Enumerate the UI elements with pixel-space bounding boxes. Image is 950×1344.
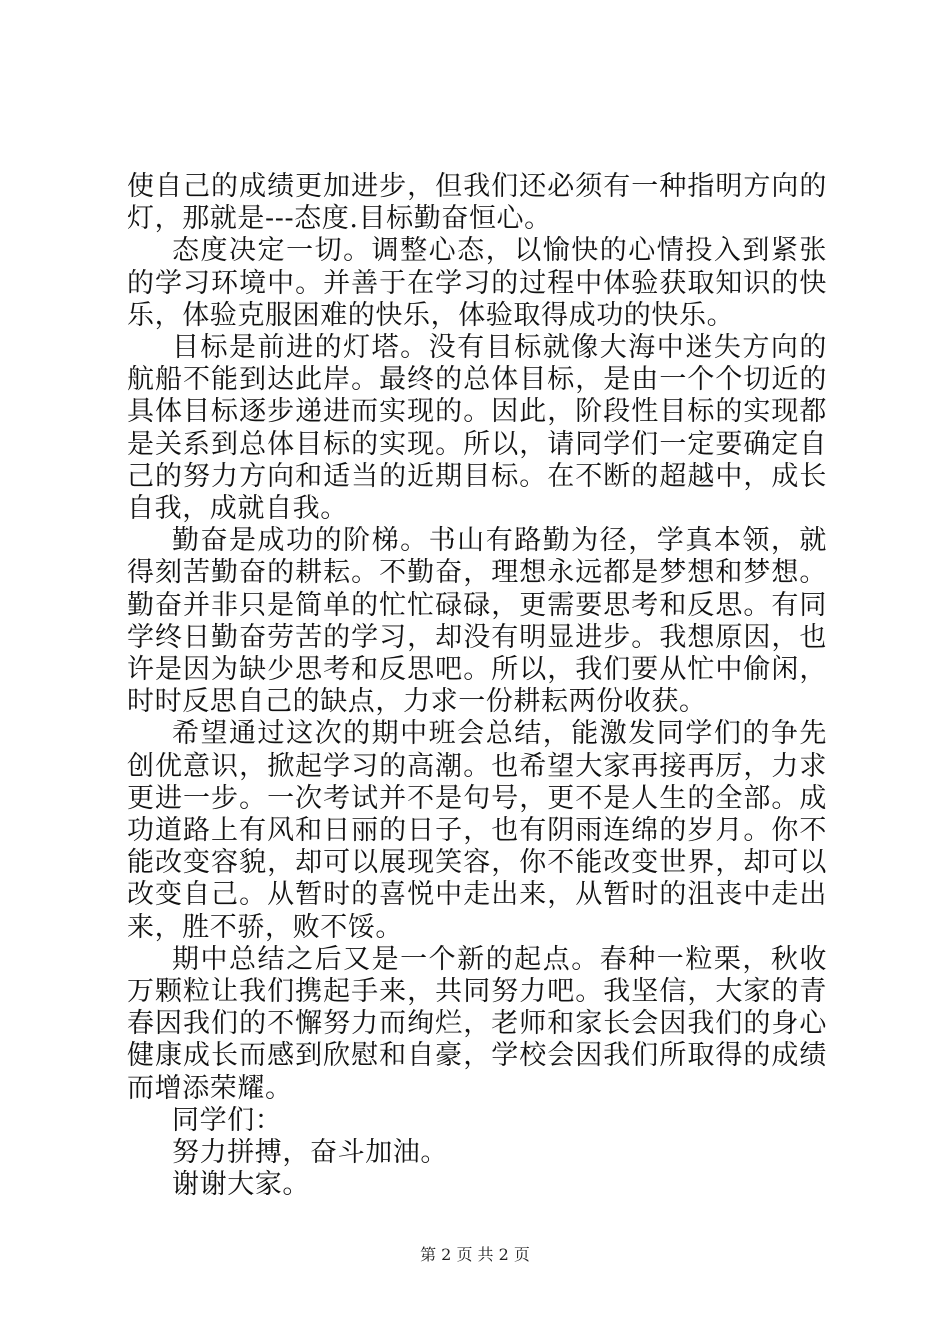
page-footer: 第 2 页 共 2 页 [420, 1245, 530, 1264]
paragraph-diligence: 勤奋是成功的阶梯。书山有路勤为径，学真本领，就得刻苦勤奋的耕耘。不勤奋，理想永远都是梦想和梦想。勤奋并非只是简单的忙忙碌碌，更需要思考和反思。有同学终日勤奋劳苦的学习，却没有明显进步。我想原因，也许是因为缺少思考和反思吧。所以，我们要从忙中偷闲，时时反思自己的缺点，力求一份耕耘两份收获。 [127, 525, 827, 718]
paragraph-continued: 使自己的成绩更加进步，但我们还必须有一种指明方向的灯，那就是---态度.目标勤奋恒心。 [127, 171, 827, 235]
paragraph-new-start: 期中总结之后又是一个新的起点。春种一粒栗，秋收万颗粒让我们携起手来，共同努力吧。我坚信，大家的青春因我们的不懈努力而绚烂，老师和家长会因我们的身心健康成长而感到欣慰和自豪，学校会因我们所取得的成绩而增添荣耀。 [127, 943, 827, 1104]
paragraph-goal: 目标是前进的灯塔。没有目标就像大海中迷失方向的航船不能到达此岸。最终的总体目标，是由一个个切近的具体目标逐步递进而实现的。因此，阶段性目标的实现都是关系到总体目标的实现。所以，请同学们一定要确定自己的努力方向和适当的近期目标。在不断的超越中，成长自我，成就自我。 [127, 332, 827, 525]
paragraph-encouragement: 努力拼搏，奋斗加油。 [172, 1137, 448, 1169]
paragraph-salutation: 同学们： [172, 1104, 283, 1136]
paragraph-hope: 希望通过这次的期中班会总结，能激发同学们的争先创优意识，掀起学习的高潮。也希望大家再接再厉，力求更进一步。一次考试并不是句号，更不是人生的全部。成功道路上有风和日丽的日子，也有阴雨连绵的岁月。你不能改变容貌，却可以展现笑容，你不能改变世界，却可以改变自己。从暂时的喜悦中走出来，从暂时的沮丧中走出来，胜不骄，败不馁。 [127, 718, 827, 943]
document-body [127, 171, 827, 1202]
paragraph-attitude: 态度决定一切。调整心态，以愉快的心情投入到紧张的学习环境中。并善于在学习的过程中体验获取知识的快乐，体验克服困难的快乐，体验取得成功的快乐。 [127, 235, 827, 331]
paragraph-thanks: 谢谢大家。 [172, 1169, 310, 1201]
